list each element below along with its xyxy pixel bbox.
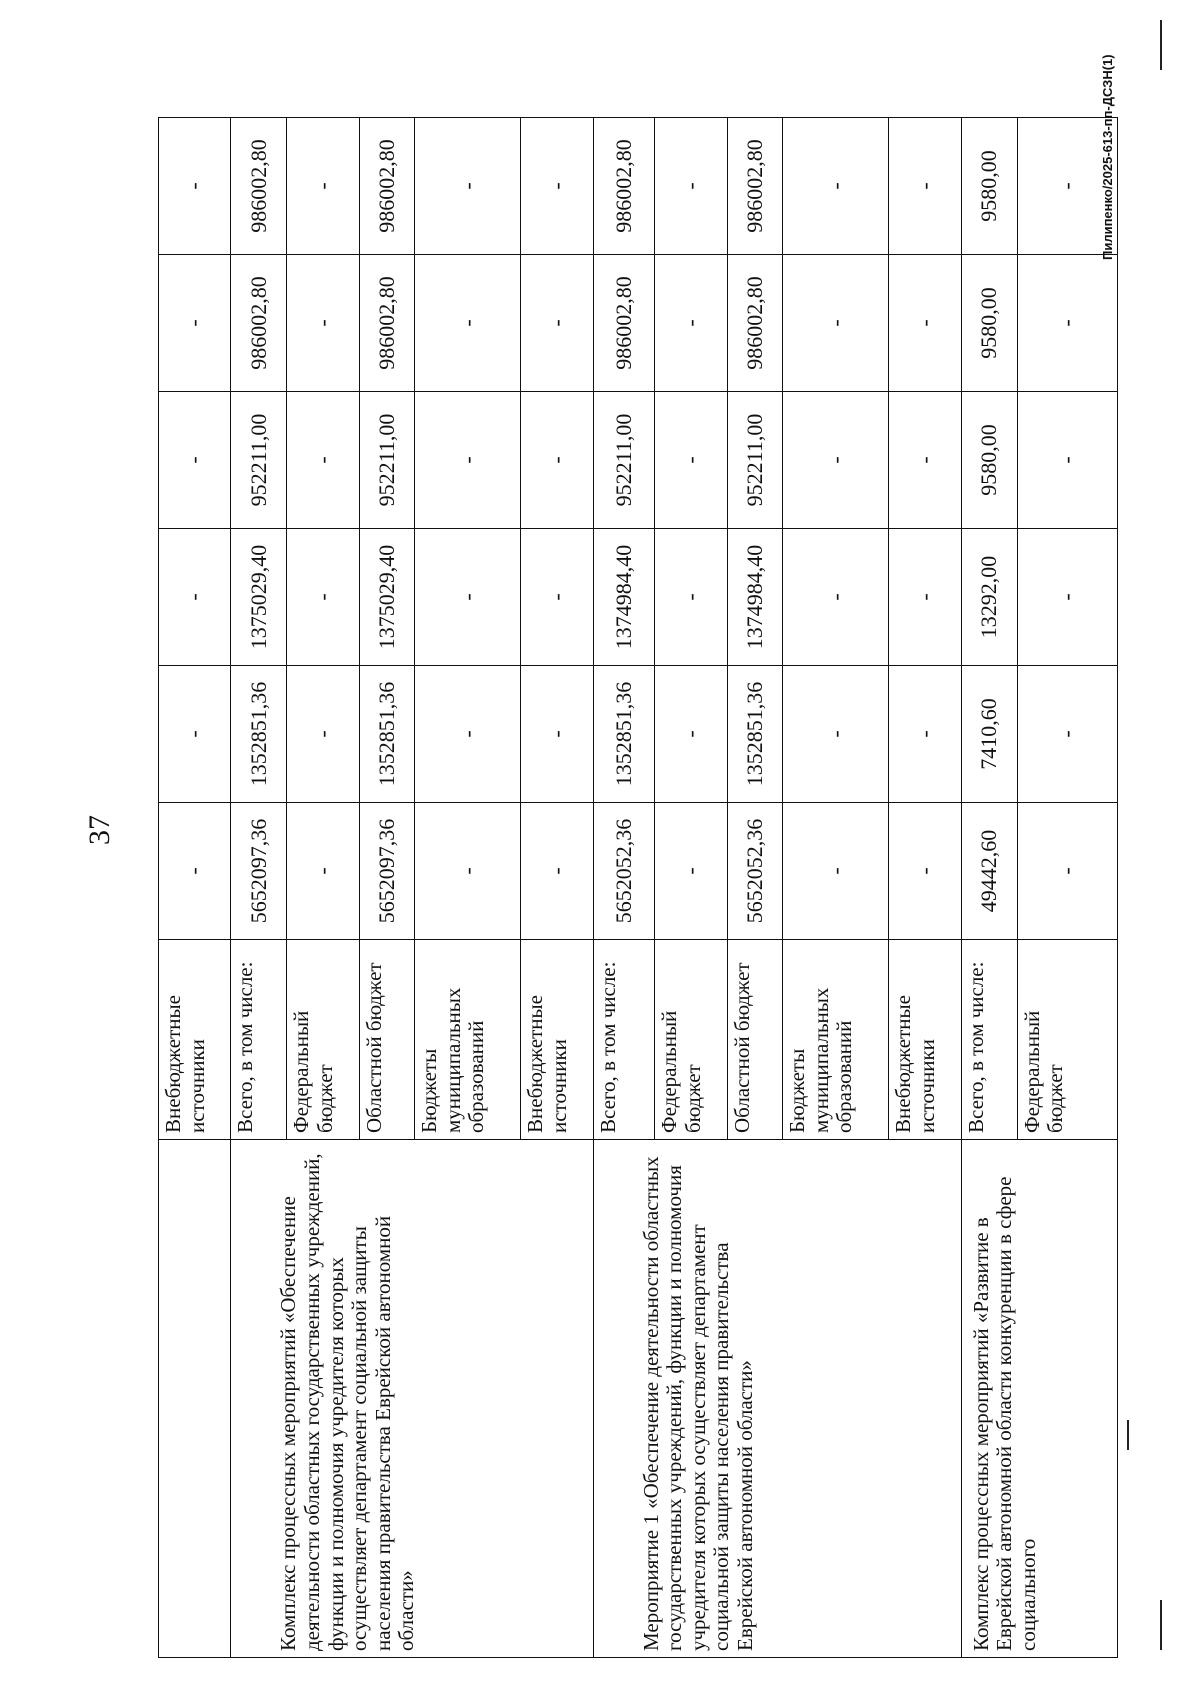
- funding-source: Всего, в том числе:: [961, 940, 1017, 1140]
- value-cell: -: [521, 392, 593, 529]
- value-cell: 1352851,36: [727, 666, 783, 803]
- funding-source: Внебюджетные источники: [159, 940, 231, 1140]
- value-cell: -: [655, 803, 727, 940]
- value-cell: -: [159, 392, 231, 529]
- funding-source: Областной бюджет: [727, 940, 783, 1140]
- value-cell: -: [1017, 255, 1117, 392]
- value-cell: -: [159, 803, 231, 940]
- activity-label: [159, 1140, 231, 1658]
- value-cell: -: [415, 118, 521, 255]
- value-cell: 986002,80: [727, 255, 783, 392]
- funding-source: Бюджеты муниципальных образований: [783, 940, 889, 1140]
- value-cell: -: [655, 529, 727, 666]
- value-cell: -: [287, 255, 359, 392]
- value-cell: -: [287, 803, 359, 940]
- value-cell: 952211,00: [727, 392, 783, 529]
- activity-label: Комплекс процессных мероприятий «Обеспечение деятельности областных государственных учреждений, функции и полномочия учредителя которых осуществляет департамент социальной защиты населения правительства Еврейской автономной области»: [231, 1140, 593, 1658]
- rotated-table-container: [158, 118, 1118, 1658]
- value-cell: 986002,80: [727, 118, 783, 255]
- table-row: [159, 118, 231, 1658]
- value-cell: -: [655, 255, 727, 392]
- value-cell: 5652097,36: [359, 803, 415, 940]
- value-cell: 1352851,36: [231, 666, 287, 803]
- value-cell: 5652097,36: [231, 803, 287, 940]
- activity-label: Мероприятие 1 «Обеспечение деятельности областных государственных учреждений, функции и полномочия учредителя которых осуществляет департамент социальной защиты населения правительства Еврейской автономной области»: [593, 1140, 961, 1658]
- funding-source: Внебюджетные источники: [889, 940, 961, 1140]
- value-cell: -: [287, 666, 359, 803]
- value-cell: 952211,00: [231, 392, 287, 529]
- value-cell: -: [655, 666, 727, 803]
- page-number: 37: [83, 815, 116, 845]
- value-cell: 986002,80: [359, 118, 415, 255]
- budget-table: [158, 117, 1118, 1658]
- value-cell: 986002,80: [359, 255, 415, 392]
- value-cell: -: [655, 118, 727, 255]
- table-row: [231, 118, 287, 1658]
- value-cell: 49442,60: [961, 803, 1017, 940]
- value-cell: -: [415, 255, 521, 392]
- funding-source: Всего, в том числе:: [593, 940, 654, 1140]
- value-cell: -: [415, 392, 521, 529]
- table-row: [961, 118, 1017, 1658]
- value-cell: 5652052,36: [593, 803, 654, 940]
- value-cell: 1352851,36: [593, 666, 654, 803]
- margin-mark: [1127, 1420, 1129, 1450]
- value-cell: -: [889, 529, 961, 666]
- value-cell: -: [889, 255, 961, 392]
- value-cell: -: [889, 666, 961, 803]
- margin-mark: [1160, 20, 1162, 70]
- value-cell: 1375029,40: [359, 529, 415, 666]
- value-cell: -: [783, 392, 889, 529]
- value-cell: 986002,80: [593, 118, 654, 255]
- value-cell: -: [415, 666, 521, 803]
- value-cell: -: [1017, 118, 1117, 255]
- value-cell: -: [521, 118, 593, 255]
- value-cell: -: [783, 118, 889, 255]
- value-cell: -: [521, 666, 593, 803]
- value-cell: 9580,00: [961, 392, 1017, 529]
- value-cell: -: [159, 118, 231, 255]
- value-cell: -: [521, 803, 593, 940]
- value-cell: -: [415, 529, 521, 666]
- value-cell: -: [287, 118, 359, 255]
- value-cell: -: [159, 529, 231, 666]
- value-cell: -: [783, 803, 889, 940]
- value-cell: -: [783, 255, 889, 392]
- value-cell: -: [287, 529, 359, 666]
- value-cell: 1374984,40: [727, 529, 783, 666]
- funding-source: Областной бюджет: [359, 940, 415, 1140]
- value-cell: -: [783, 529, 889, 666]
- funding-source: Бюджеты муниципальных образований: [415, 940, 521, 1140]
- value-cell: -: [415, 803, 521, 940]
- value-cell: -: [159, 255, 231, 392]
- value-cell: -: [521, 255, 593, 392]
- document-code: Пилипенко/2025-613-пп-ДСЗН(1): [1100, 54, 1115, 260]
- value-cell: -: [1017, 803, 1117, 940]
- value-cell: -: [1017, 666, 1117, 803]
- value-cell: 952211,00: [593, 392, 654, 529]
- value-cell: -: [889, 803, 961, 940]
- value-cell: 1352851,36: [359, 666, 415, 803]
- value-cell: 952211,00: [359, 392, 415, 529]
- activity-label: Комплекс процессных мероприятий «Развитие в Еврейской автономной области конкуренции в сфере социального: [961, 1140, 1117, 1658]
- value-cell: 986002,80: [231, 255, 287, 392]
- funding-source: Всего, в том числе:: [231, 940, 287, 1140]
- value-cell: -: [783, 666, 889, 803]
- value-cell: -: [1017, 392, 1117, 529]
- value-cell: -: [521, 529, 593, 666]
- value-cell: -: [889, 392, 961, 529]
- value-cell: -: [655, 392, 727, 529]
- table-row: [593, 118, 654, 1658]
- funding-source: Федеральный бюджет: [655, 940, 727, 1140]
- value-cell: 1375029,40: [231, 529, 287, 666]
- value-cell: 7410,60: [961, 666, 1017, 803]
- funding-source: Внебюджетные источники: [521, 940, 593, 1140]
- value-cell: 1374984,40: [593, 529, 654, 666]
- value-cell: -: [889, 118, 961, 255]
- value-cell: 13292,00: [961, 529, 1017, 666]
- value-cell: -: [287, 392, 359, 529]
- margin-mark: [1160, 1600, 1162, 1650]
- budget-table-body: [159, 118, 1118, 1658]
- funding-source: Федеральный бюджет: [287, 940, 359, 1140]
- value-cell: 986002,80: [593, 255, 654, 392]
- value-cell: -: [159, 666, 231, 803]
- value-cell: 9580,00: [961, 255, 1017, 392]
- value-cell: -: [1017, 529, 1117, 666]
- value-cell: 9580,00: [961, 118, 1017, 255]
- funding-source: Федеральный бюджет: [1017, 940, 1117, 1140]
- value-cell: 5652052,36: [727, 803, 783, 940]
- value-cell: 986002,80: [231, 118, 287, 255]
